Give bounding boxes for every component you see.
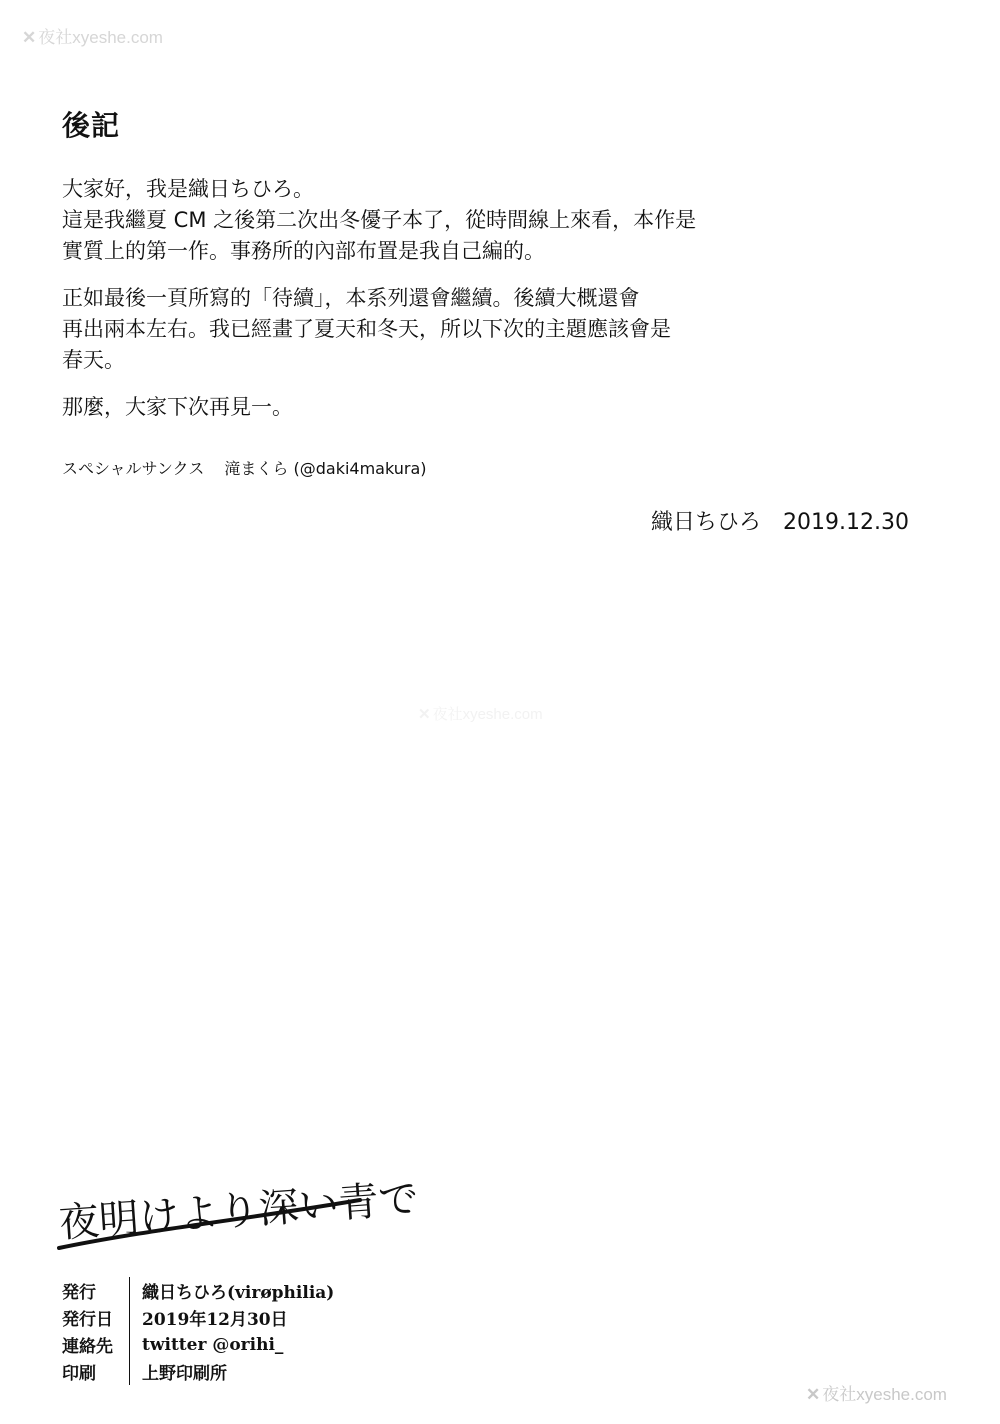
watermark-center: ✕ 夜社xyeshe.com [418,706,543,723]
signature-date: 2019.12.30 [783,510,909,535]
title-logo [55,1160,420,1270]
afterword-paragraph-1 [62,174,696,267]
watermark-top: ✕ 夜社xyeshe.com [22,28,163,47]
colophon-row [62,1331,334,1358]
colophon-label: 印刷 [62,1364,96,1384]
paragraph-line: 這是我繼夏 CM 之後第二次出冬優子本了，從時間線上來看，本作是 [62,208,697,232]
colophon-row [62,1358,334,1385]
colophon-value: twitter @orihi_ [130,1331,335,1358]
x-logo-icon: ✕ [806,1385,821,1404]
colophon-label: 発行 [62,1283,96,1303]
colophon-row [62,1304,334,1331]
afterword-title: 後記 [62,109,121,142]
afterword-paragraph-2 [62,283,671,376]
colophon-value: 2019年12月30日 [130,1304,335,1331]
special-thanks-label: スペシャルサンクス [62,459,205,478]
watermark-bottom: ✕ 夜社xyeshe.com [806,1385,947,1404]
paragraph-line: 那麼，大家下次再見一。 [62,395,293,419]
colophon-row [62,1277,334,1304]
x-logo-icon: ✕ [22,28,37,47]
colophon-label: 発行日 [62,1310,113,1330]
x-logo-icon: ✕ [418,706,431,723]
colophon-value: 上野印刷所 [130,1358,335,1385]
colophon [62,1277,334,1385]
paragraph-line: 再出兩本左右。我已經畫了夏天和冬天，所以下次的主題應該會是 [62,317,671,341]
afterword-paragraph-3 [62,392,293,423]
signature-name: 織日ちひろ [651,510,762,535]
special-thanks [62,456,427,479]
paragraph-line: 大家好，我是織日ちひろ。 [62,177,314,201]
paragraph-line: 春天。 [62,348,125,372]
colophon-value: 織日ちひろ(virøphilia) [130,1277,335,1304]
author-signature [651,505,909,536]
paragraph-line: 實質上的第一作。事務所的內部布置是我自己編的。 [62,239,545,263]
colophon-label: 連絡先 [62,1337,113,1357]
title-logo-text: 夜明けより深い青で [57,1175,420,1247]
special-thanks-name: 滝まくら (@daki4makura) [224,459,427,478]
paragraph-line: 正如最後一頁所寫的「待續」，本系列還會繼續。後續大概還會 [62,286,640,310]
